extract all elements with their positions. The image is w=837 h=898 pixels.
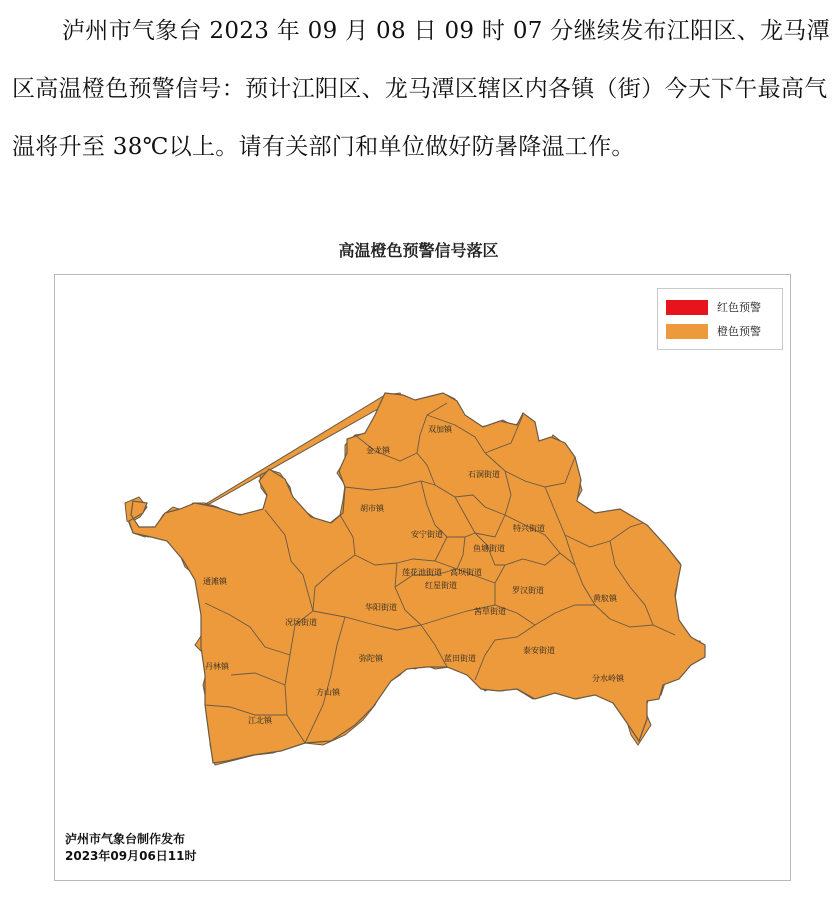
- region-label: 安宁街道: [411, 530, 443, 539]
- region-label: 方山镇: [316, 688, 340, 697]
- region-label: 丹林镇: [205, 662, 229, 671]
- region-label: 双加镇: [428, 425, 452, 434]
- legend-label: 橙色预警: [717, 325, 761, 338]
- region-label: 江北镇: [248, 716, 272, 725]
- region-label: 金龙镇: [366, 446, 390, 455]
- region-label: 黄舣镇: [593, 594, 617, 603]
- region-label: 茜草街道: [474, 607, 506, 616]
- region-label: 鱼塘街道: [473, 544, 505, 553]
- region-label: 罗汉街道: [512, 586, 544, 595]
- map-title: 高温橙色预警信号落区: [338, 241, 499, 260]
- region-label: 弥陀镇: [359, 654, 383, 663]
- warning-notice: [12, 2, 830, 176]
- region-label: 通滩镇: [203, 577, 227, 586]
- region-label: 石洞街道: [468, 470, 500, 479]
- red-swatch: [666, 300, 708, 315]
- region-label: 高坝街道: [450, 568, 482, 577]
- warning-map: [55, 275, 790, 880]
- region-label: 分水岭镇: [592, 674, 624, 683]
- legend-label: 红色预警: [717, 301, 761, 314]
- region-label: 莲花池街道: [402, 568, 442, 577]
- map-legend: [657, 288, 783, 350]
- region-label: 泰安街道: [523, 646, 555, 655]
- region-label: 红星街道: [425, 581, 457, 590]
- map-footer: [65, 831, 197, 865]
- region-label: 胡市镇: [360, 504, 384, 513]
- region-label: 华阳街道: [365, 603, 397, 612]
- issuer-text: 泸州市气象台制作发布: [65, 832, 186, 846]
- region-label: 况场街道: [285, 618, 317, 627]
- map-frame: [54, 274, 791, 881]
- legend-item-orange: [666, 323, 761, 339]
- orange-swatch: [666, 324, 708, 339]
- region-label: 特兴街道: [513, 524, 545, 533]
- region-label: 蓝田街道: [444, 654, 476, 663]
- issued-time: 2023年09月06日11时: [65, 849, 197, 863]
- notice-text: 泸州市气象台 2023 年 09 月 08 日 09 时 07 分继续发布江阳区、龙马潭区高温橙色预警信号：预计江阳区、龙马潭区辖区内各镇（街）今天下午最高气温将升至 38℃以上。请有关部门和单位做好防暑降温工作。: [12, 18, 830, 160]
- legend-item-red: [666, 299, 761, 315]
